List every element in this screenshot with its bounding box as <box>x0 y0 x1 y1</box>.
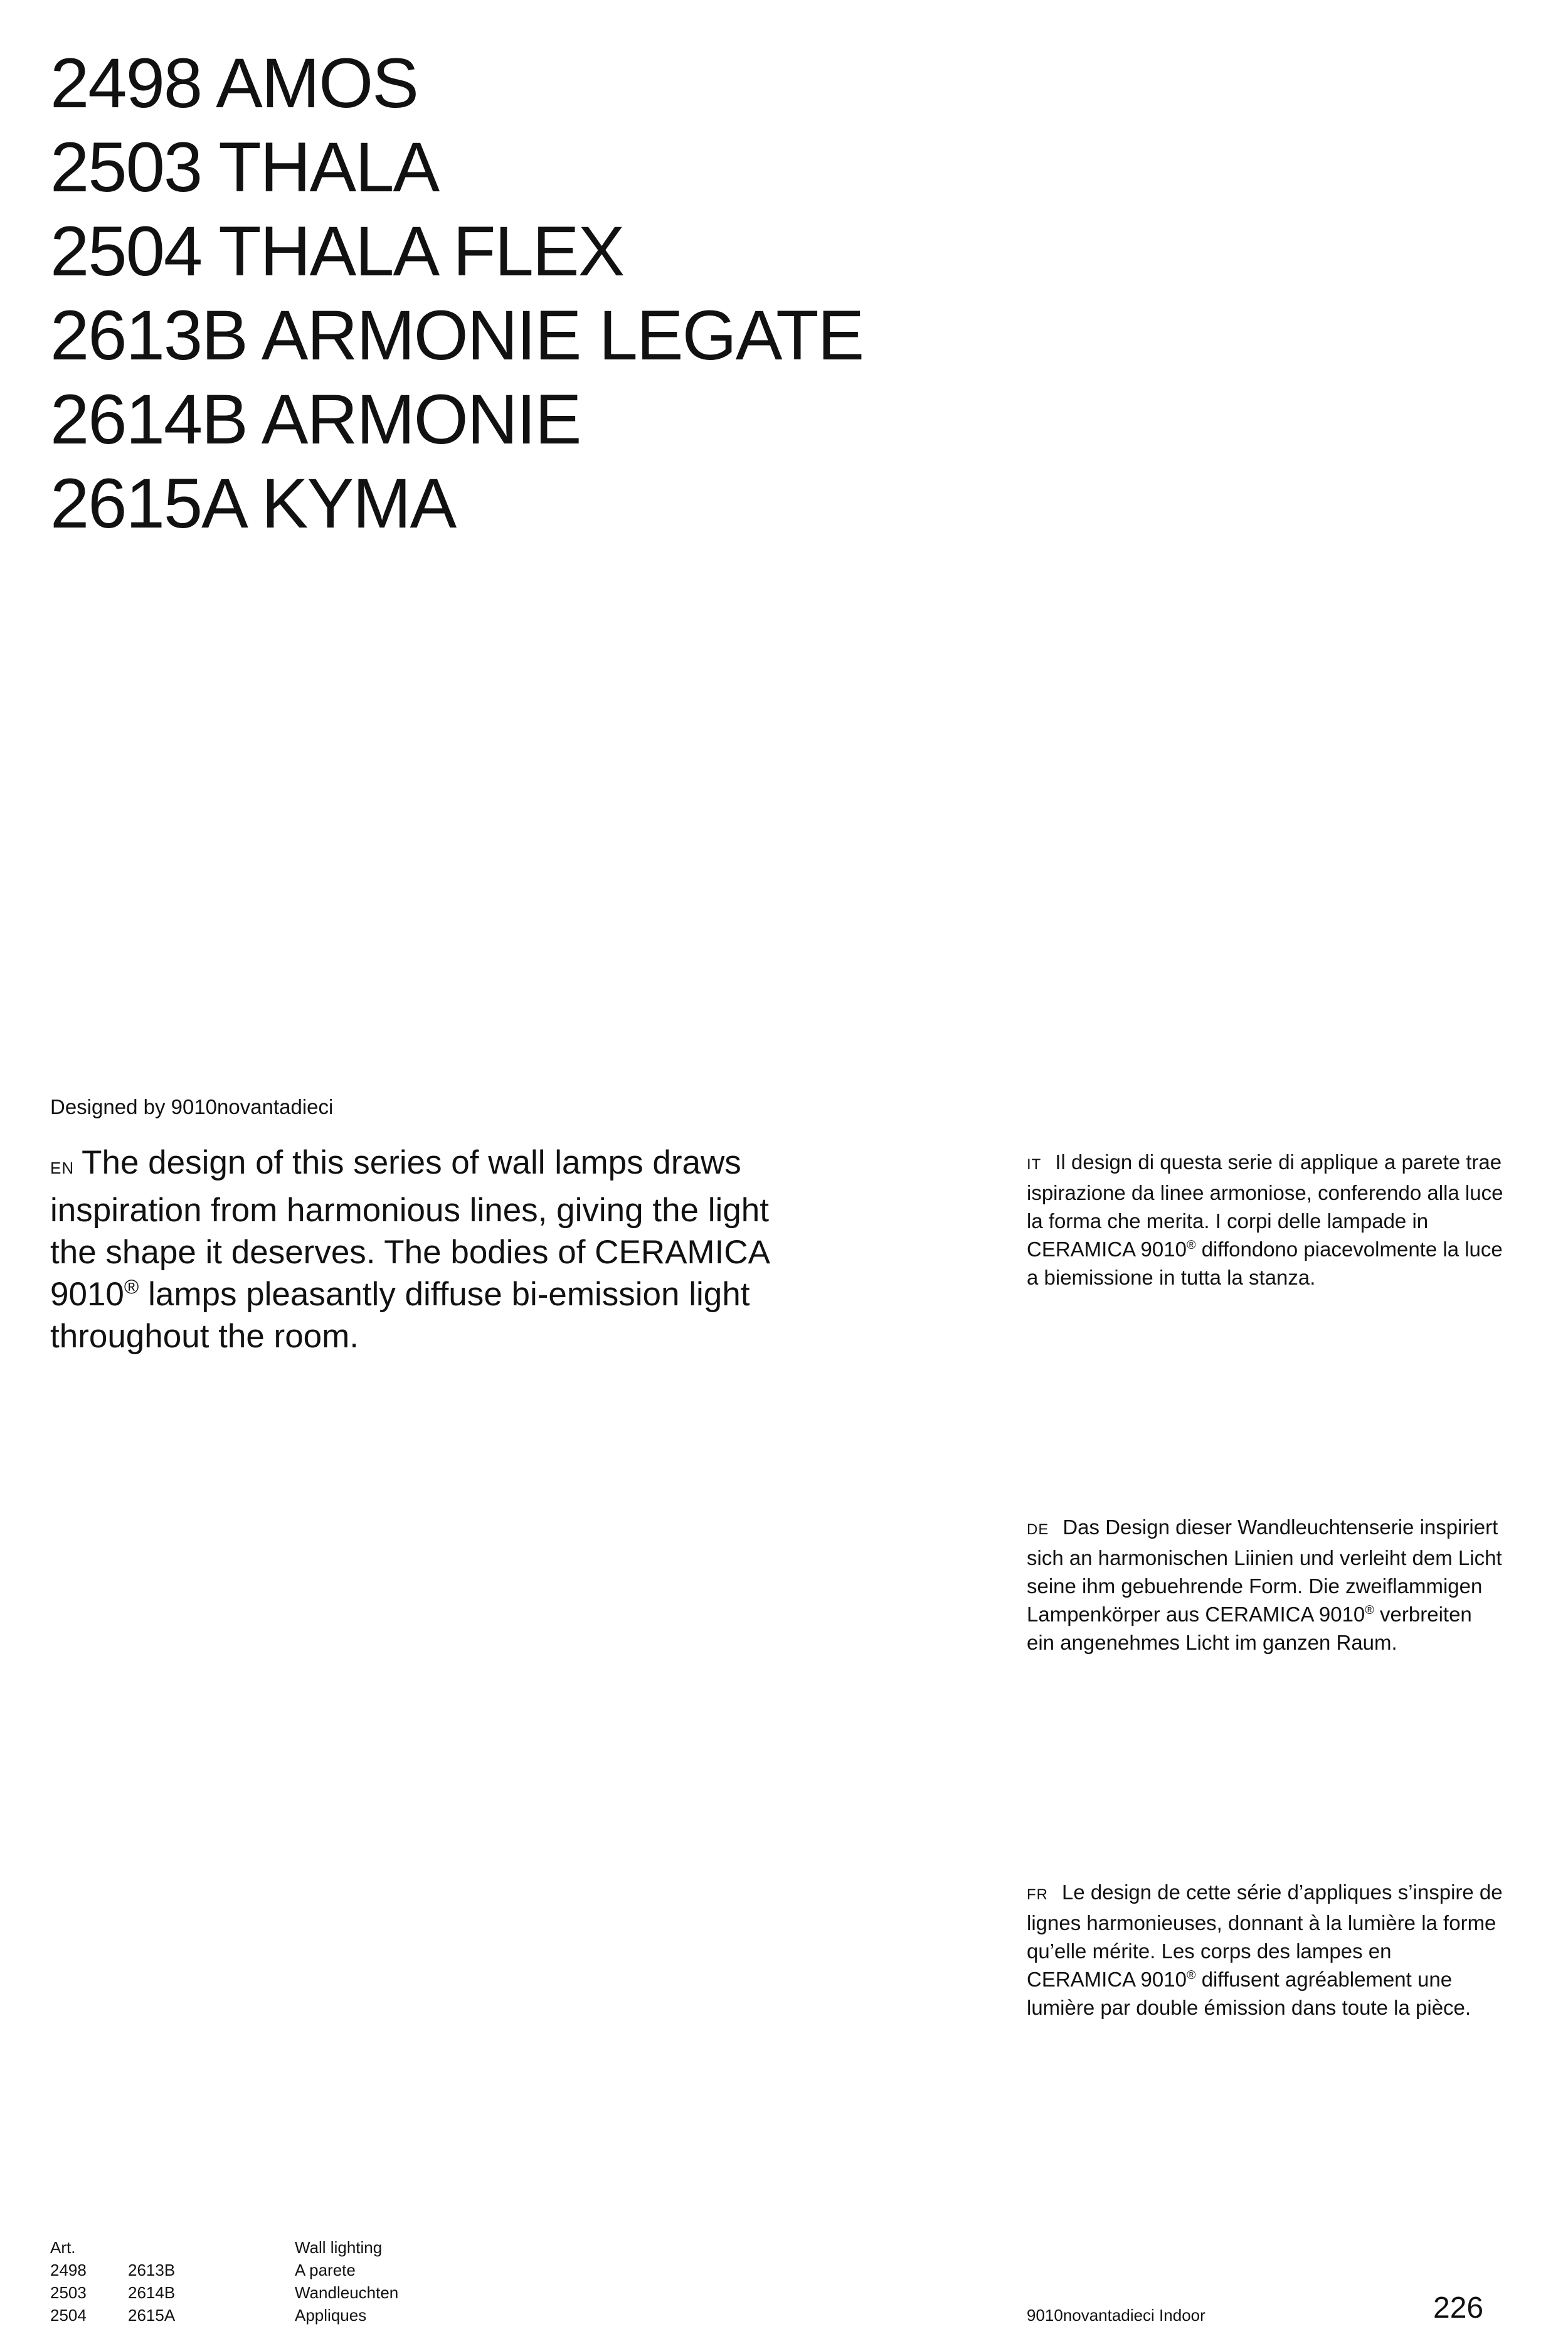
article-code: 2498 <box>50 2261 87 2279</box>
description-it-text: Il design di questa serie di applique a parete trae ispirazione da linee armoniose, conferendo alla luce la forma che merita. I corpi delle lampade in CERAMICA 9010 <box>1027 1150 1503 1261</box>
description-de-text: Das Design dieser Wandleuchtenserie inspiriert sich an harmonischen Liinien und verleiht dem Licht seine ihm gebuehrende Form. Die zweiflammigen Lampenkörper aus CERAMICA 9010 <box>1027 1515 1502 1626</box>
product-title: 2503 THALA <box>50 128 439 206</box>
description-it-text-end: diffondono piacevolmente la luce a biemissione in tutta la stanza. <box>1027 1238 1503 1289</box>
description-fr <box>1027 1878 1503 2022</box>
article-code: 2613B <box>128 2261 176 2279</box>
description-en <box>50 1142 778 1357</box>
language-tag-fr: FR <box>1027 1886 1048 1903</box>
description-en-text-end: lamps pleasantly diffuse bi-emission light throughout the room. <box>50 1276 750 1355</box>
article-code: 2615A <box>128 2306 176 2325</box>
category-translation: Wandleuchten <box>295 2283 399 2302</box>
description-de-text-end: verbreiten ein angenehmes Licht im ganzen Raum. <box>1027 1603 1472 1654</box>
description-fr-text: Le design de cette série d’appliques s’inspire de lignes harmonieuses, donnant à la lumière la forme qu’elle mérite. Les corps des lampes en CERAMICA 9010 <box>1027 1881 1503 1991</box>
language-tag-de: DE <box>1027 1521 1049 1538</box>
product-title: 2504 THALA FLEX <box>50 212 624 290</box>
registered-mark: ® <box>124 1275 139 1298</box>
language-tag-it: IT <box>1027 1156 1042 1173</box>
product-title: 2498 AMOS <box>50 44 418 122</box>
article-code: 2504 <box>50 2306 87 2325</box>
registered-mark: ® <box>1186 1968 1196 1982</box>
language-tag-en: EN <box>50 1159 75 1177</box>
registered-mark: ® <box>1186 1238 1196 1252</box>
category-translation: A parete <box>295 2261 356 2279</box>
article-table-header <box>50 2236 483 2259</box>
product-title: 2613B ARMONIE LEGATE <box>50 296 864 374</box>
page-number: 226 <box>1433 2291 1484 2325</box>
product-title: 2615A KYMA <box>50 464 456 543</box>
designer-credit: Designed by 9010novantadieci <box>50 1095 334 1118</box>
table-row <box>50 2304 483 2326</box>
article-spacer <box>128 2236 295 2259</box>
description-it <box>1027 1148 1503 1292</box>
article-code: 2503 <box>50 2283 87 2302</box>
brand-footer: 9010novantadieci Indoor <box>1027 2306 1205 2325</box>
article-label: Art. <box>50 2238 76 2257</box>
table-row <box>50 2281 483 2304</box>
category-translation: Appliques <box>295 2306 367 2325</box>
description-en-text: The design of this series of wall lamps draws inspiration from harmonious lines, giving the light the shape it deserves. The bodies of CERAMICA 9010 <box>50 1144 769 1313</box>
category-label: Wall lighting <box>295 2238 383 2257</box>
table-row <box>50 2259 483 2281</box>
product-title: 2614B ARMONIE <box>50 380 581 459</box>
article-code: 2614B <box>128 2283 176 2302</box>
description-fr-text-end: diffusent agréablement une lumière par double émission dans toute la pièce. <box>1027 1968 1471 2019</box>
description-de <box>1027 1513 1503 1657</box>
product-title-list <box>50 41 863 546</box>
article-table <box>50 2236 483 2326</box>
registered-mark: ® <box>1365 1603 1374 1617</box>
